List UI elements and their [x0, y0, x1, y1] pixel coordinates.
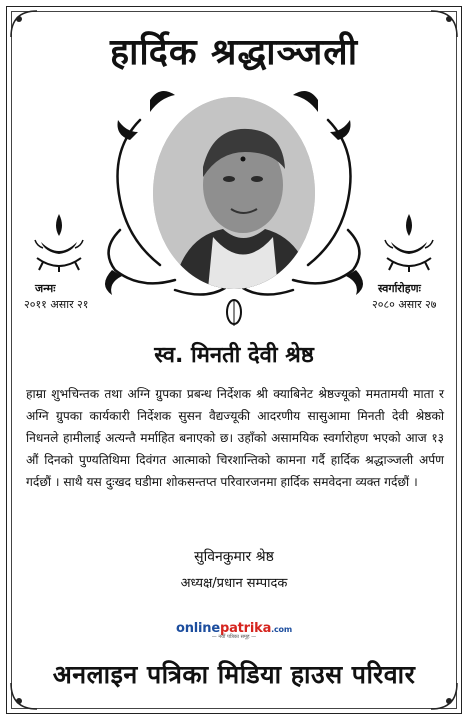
condolence-message: हाम्रा शुभचिन्तक तथा अग्नि ग्रुपका प्रबन्ध निर्देशक श्री क्याबिनेट श्रेष्ठज्यूको ममतामयी माता र अग्नि ग्रुपका कार्यकारी निर्देशक सुसन वैद्यज्यूकी आदरणीय सासुआमा मिनती देवी श्रेष्ठको निधनले हामीलाई अत्यन्तै मर्माहित बनाएको छ। उहाँको असामयिक स्वर्गारोहण भएको आज १३ औं दिनको पुण्यतिथिमा दिवंगत आत्माको चिरशान्तिको कामना गर्दै हार्दिक श्रद्धाञ्जली अर्पण गर्दछौं । साथै यस दुःखद घडीमा शोकसन्तप्त परिवारजनमा हार्दिक समवेदना व्यक्त गर्दछौं ।: [26, 387, 444, 489]
signatory-title: अध्यक्ष/प्रधान सम्पादक: [180, 576, 288, 591]
portrait-image: [153, 97, 315, 289]
logo-tagline: — नयाँ पत्रिका समूह —: [211, 634, 257, 640]
onlinepatrika-logo: [0, 621, 468, 640]
death-label: स्वर्गारोहणः: [378, 282, 421, 295]
logo-patrika-text: patrika: [219, 621, 272, 636]
logo-online-text: online: [176, 621, 220, 636]
footer-family-name: अनलाइन पत्रिका मिडिया हाउस परिवार: [52, 660, 416, 689]
oil-lamp-icon-left: [33, 212, 85, 274]
signatory-name: सुविनकुमार श्रेष्ठ: [194, 549, 274, 565]
portrait-photo: [153, 97, 315, 289]
birth-label: जन्मः: [35, 282, 56, 295]
logo-com-text: .com: [271, 625, 292, 634]
deceased-name: स्व. मिनती देवी श्रेष्ठ: [154, 343, 314, 368]
oil-lamp-icon-right: [383, 212, 435, 274]
page-title: हार्दिक श्रद्धाञ्जली: [109, 32, 359, 73]
death-date: २०८० असार २७: [372, 298, 437, 311]
birth-date: २०११ असार २१: [24, 298, 89, 311]
